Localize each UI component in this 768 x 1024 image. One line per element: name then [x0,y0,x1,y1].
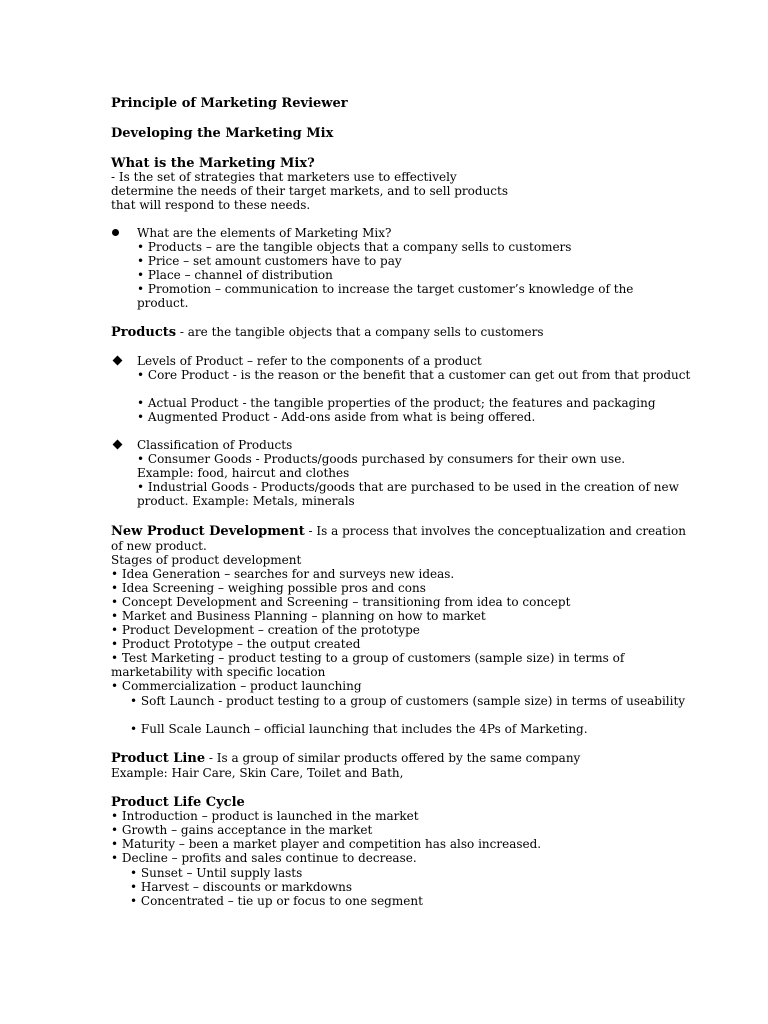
list-item: product. Example: Metals, minerals [137,494,355,508]
product-line-example: Example: Hair Care, Skin Care, Toilet and Bath, [111,766,404,780]
product-line-definition [111,751,580,766]
list-item: • Introduction – product is launched in the market [111,809,419,823]
npd-definition-cont: of new product. [111,539,207,553]
list-item: • Commercialization – product launching [111,679,362,693]
list-item: • Core Product - is the reason or the benefit that a customer can get out from that product [137,368,691,382]
product-line-term: Product Line [111,751,206,766]
npd-definition [111,524,686,539]
products-definition [111,325,544,340]
mix-answer-line: determine the needs of their target markets, and to sell products [111,184,509,198]
list-item: • Concept Development and Screening – transitioning from idea to concept [111,595,571,609]
elements-question: What are the elements of Marketing Mix? [137,226,392,240]
npd-definition-text: - Is a process that involves the conceptualization and creation [304,524,686,538]
mix-answer-line: - Is the set of strategies that marketers use to effectively [111,170,457,184]
classification-heading: Classification of Products [137,438,293,452]
product-line-definition-text: - Is a group of similar products offered by the same company [205,751,581,765]
list-item: • Price – set amount customers have to pay [137,254,402,268]
products-definition-text: - are the tangible objects that a company sells to customers [176,325,544,339]
levels-heading: Levels of Product – refer to the components of a product [137,354,482,368]
bullet-dot-icon [112,229,119,236]
mix-question: What is the Marketing Mix? [111,156,315,171]
bullet-diamond-icon [113,356,123,366]
bullet-diamond-icon [113,440,123,450]
products-term: Products [111,325,177,340]
list-item: • Concentrated – tie up or focus to one segment [130,894,423,908]
list-item: • Decline – profits and sales continue to decrease. [111,851,417,865]
list-item: • Products – are the tangible objects that a company sells to customers [137,240,572,254]
list-item: • Market and Business Planning – planning on how to market [111,609,486,623]
stages-heading: Stages of product development [111,553,302,567]
list-item: • Product Development – creation of the prototype [111,623,420,637]
document-title: Principle of Marketing Reviewer [111,96,348,111]
list-item: Example: food, haircut and clothes [137,466,350,480]
list-item: • Industrial Goods - Products/goods that are purchased to be used in the creation of new [137,480,679,494]
npd-term: New Product Development [111,524,305,539]
plc-heading: Product Life Cycle [111,795,245,810]
list-item: • Promotion – communication to increase the target customer’s knowledge of the [137,282,634,296]
mix-answer-line: that will respond to these needs. [111,198,311,212]
list-item: marketability with specific location [111,665,326,679]
list-item: • Sunset – Until supply lasts [130,866,303,880]
list-item: • Harvest – discounts or markdowns [130,880,352,894]
list-item: • Growth – gains acceptance in the market [111,823,373,837]
list-item: product. [137,296,189,310]
list-item: • Maturity – been a market player and competition has also increased. [111,837,542,851]
list-item: • Idea Screening – weighing possible pros and cons [111,581,426,595]
list-item: • Consumer Goods - Products/goods purchased by consumers for their own use. [137,452,626,466]
list-item: • Soft Launch - product testing to a group of customers (sample size) in terms of useability [130,694,686,708]
list-item: • Product Prototype – the output created [111,637,361,651]
list-item: • Idea Generation – searches for and surveys new ideas. [111,567,455,581]
list-item: • Augmented Product - Add-ons aside from what is being offered. [137,410,536,424]
list-item: • Place – channel of distribution [137,268,333,282]
list-item: • Actual Product - the tangible properties of the product; the features and packaging [137,396,656,410]
list-item: • Full Scale Launch – official launching that includes the 4Ps of Marketing. [130,722,588,736]
list-item: • Test Marketing – product testing to a group of customers (sample size) in terms of [111,651,625,665]
section-heading: Developing the Marketing Mix [111,126,334,141]
